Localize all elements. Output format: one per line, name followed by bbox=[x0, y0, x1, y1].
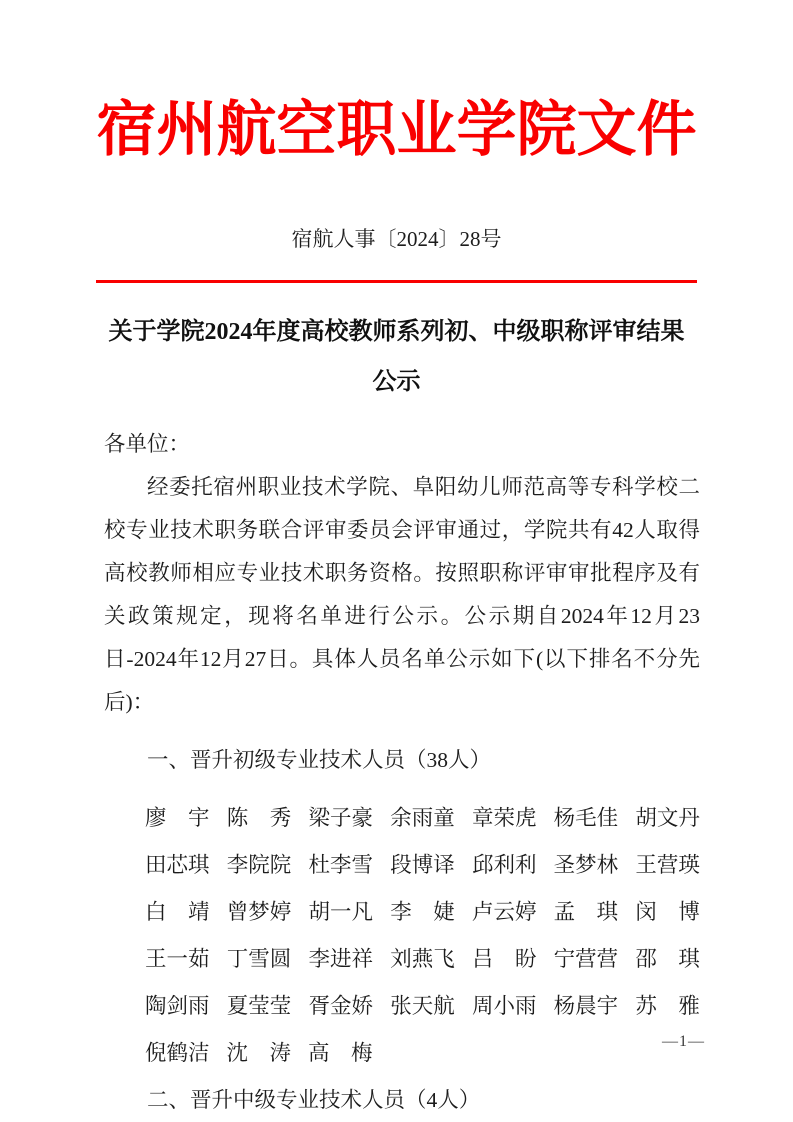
person-name: 王营瑛 bbox=[635, 853, 700, 877]
document-body bbox=[0, 423, 793, 1122]
salutation: 各单位： bbox=[104, 432, 191, 456]
person-name: 陶剑雨 bbox=[145, 994, 210, 1018]
person-name: 吕 盼 bbox=[471, 947, 537, 971]
section-1-heading: 一、晋升初级专业技术人员（38人） bbox=[147, 748, 492, 772]
page-number: —1— bbox=[662, 1033, 705, 1050]
person-name: 苏 雅 bbox=[635, 994, 700, 1018]
name-list-row bbox=[145, 948, 700, 970]
red-divider-rule bbox=[96, 280, 697, 283]
person-name: 白 靖 bbox=[145, 900, 210, 924]
document-number: 宿航人事〔2024〕28号 bbox=[291, 227, 502, 251]
person-name: 宁营营 bbox=[553, 947, 619, 971]
person-name: 胥金娇 bbox=[308, 994, 373, 1018]
person-name: 丁雪圆 bbox=[226, 947, 292, 971]
section-2-heading: 二、晋升中级专业技术人员（4人） bbox=[147, 1088, 481, 1112]
person-name: 杜李雪 bbox=[308, 853, 373, 877]
person-name: 廖 宇 bbox=[145, 806, 210, 830]
document-title-line1: 关于学院2024年度高校教师系列初、中级职称评审结果 bbox=[108, 319, 685, 345]
person-name: 刘燕飞 bbox=[390, 947, 455, 971]
body-paragraph: 经委托宿州职业技术学院、阜阳幼儿师范高等专科学校二校专业技术职务联合评审委员会评审通过，学院共有42人取得高校教师相应专业技术职务资格。按照职称评审审批程序及有关政策规定，现将名单进行公示。公示期自2024年12月23日-2024年12月27日。具体人员名单公示如下(以下排名不分先后)： bbox=[104, 475, 700, 714]
junior-promotion-name-list bbox=[145, 807, 700, 1064]
person-name: 余雨童 bbox=[390, 806, 455, 830]
person-name: 高 梅 bbox=[308, 1041, 373, 1065]
person-name: 张天航 bbox=[390, 994, 455, 1018]
person-name: 夏莹莹 bbox=[226, 994, 292, 1018]
document-title-line2: 公示 bbox=[372, 369, 421, 395]
person-name: 李院院 bbox=[226, 853, 292, 877]
person-name: 闵 博 bbox=[635, 900, 700, 924]
person-name: 胡文丹 bbox=[635, 806, 700, 830]
name-list-row bbox=[145, 995, 700, 1017]
person-name: 圣梦林 bbox=[553, 853, 619, 877]
name-list-row bbox=[145, 1042, 700, 1064]
name-list-row bbox=[145, 901, 700, 923]
person-name: 孟 琪 bbox=[553, 900, 619, 924]
person-name: 邱利利 bbox=[471, 853, 537, 877]
person-name: 章荣虎 bbox=[471, 806, 537, 830]
name-list-row bbox=[145, 854, 700, 876]
person-name: 曾梦婷 bbox=[226, 900, 292, 924]
person-name: 卢云婷 bbox=[471, 900, 537, 924]
name-list-row bbox=[145, 807, 700, 829]
person-name: 杨毛佳 bbox=[553, 806, 619, 830]
person-name: 梁子豪 bbox=[308, 806, 373, 830]
person-name: 周小雨 bbox=[471, 994, 537, 1018]
person-name: 李 婕 bbox=[390, 900, 455, 924]
document-title bbox=[87, 307, 707, 407]
person-name: 田芯琪 bbox=[145, 853, 210, 877]
person-name: 胡一凡 bbox=[308, 900, 373, 924]
person-name: 陈 秀 bbox=[226, 806, 292, 830]
person-name: 邵 琪 bbox=[635, 947, 700, 971]
agency-letterhead-title: 宿州航空职业学院文件 bbox=[96, 97, 697, 163]
person-name: 王一茹 bbox=[145, 947, 210, 971]
person-name: 李进祥 bbox=[308, 947, 373, 971]
person-name: 杨晨宇 bbox=[553, 994, 619, 1018]
person-name: 倪鹤洁 bbox=[145, 1041, 210, 1065]
person-name: 沈 涛 bbox=[226, 1041, 292, 1065]
person-name: 段博译 bbox=[390, 853, 455, 877]
